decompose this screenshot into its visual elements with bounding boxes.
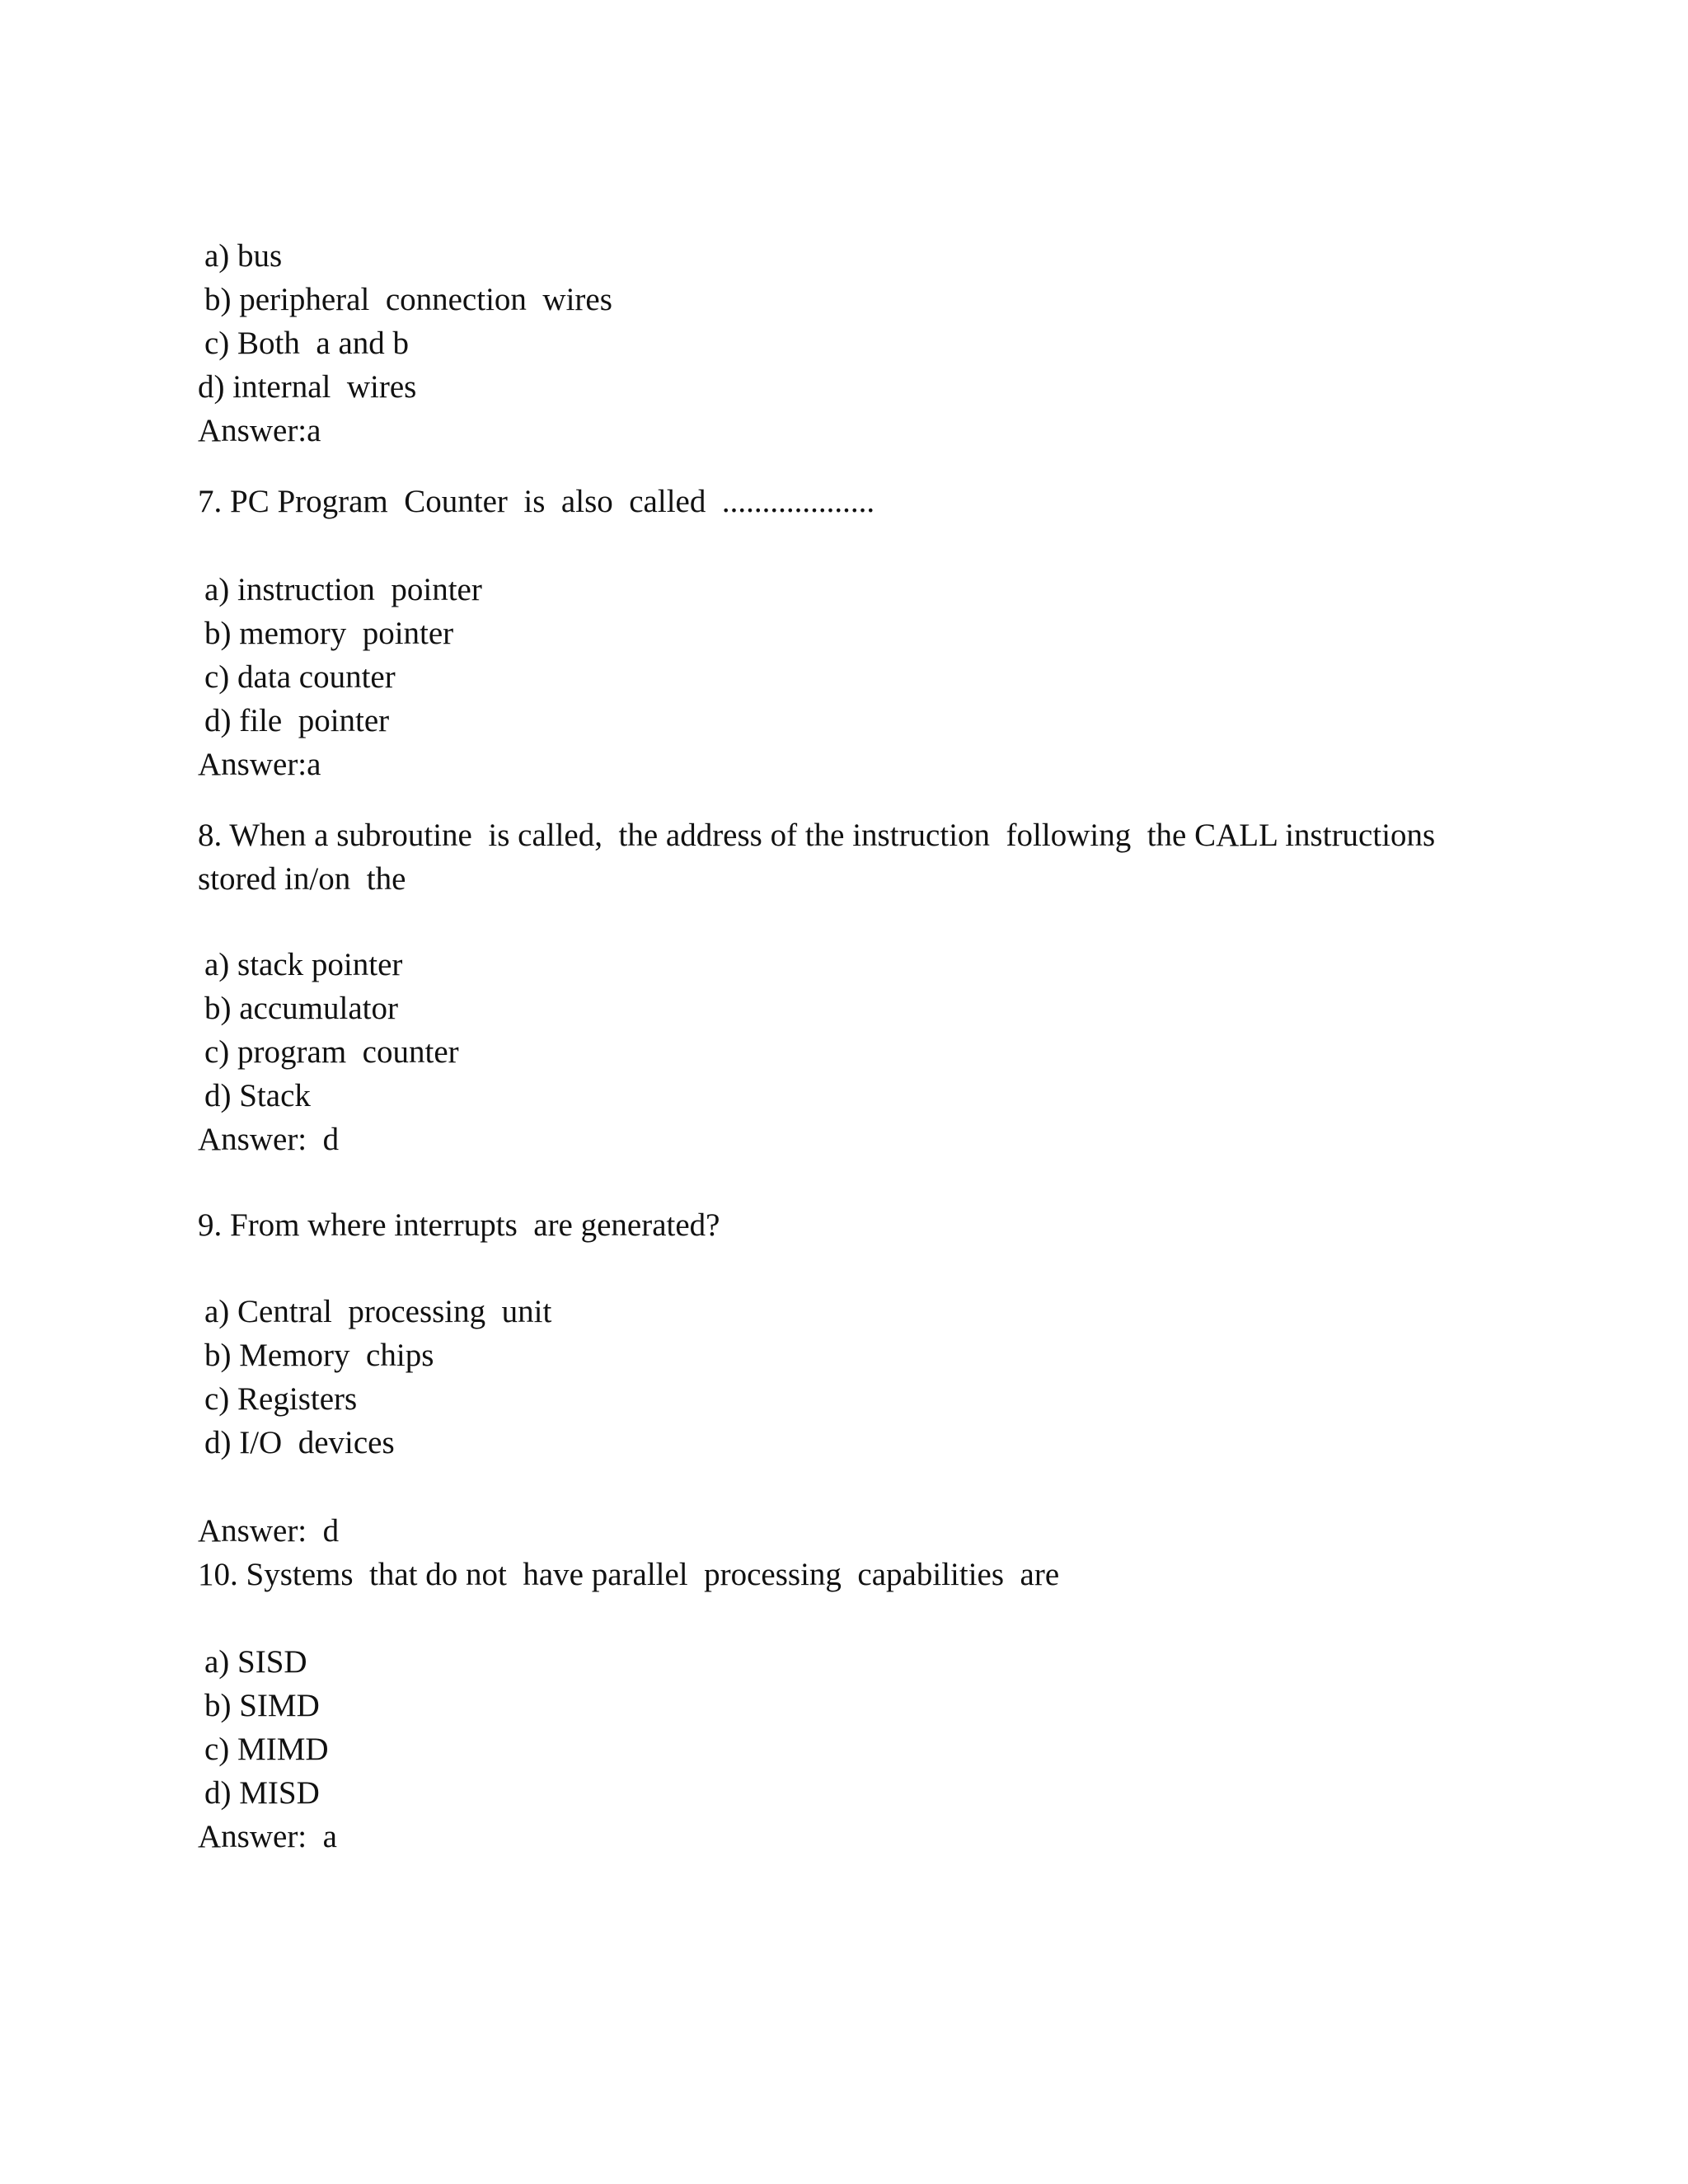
q8-question-line-2: stored in/on the: [198, 861, 406, 897]
q6-option-b: b) peripheral connection wires: [204, 282, 612, 317]
q8-question-line-1: 8. When a subroutine is called, the address of the instruction following the CALL instructions: [198, 818, 1436, 853]
q9-answer: Answer: d: [198, 1513, 340, 1549]
q6-option-d: d) internal wires: [198, 369, 417, 405]
q9-option-b: b) Memory chips: [204, 1338, 434, 1373]
q6-answer: Answer:a: [198, 413, 321, 448]
q7-question: 7. PC Program Counter is also called ...................: [198, 484, 875, 519]
q10-answer: Answer: a: [198, 1819, 337, 1854]
q6-option-c: c) Both a and b: [204, 326, 410, 361]
q10-option-a: a) SISD: [204, 1644, 307, 1680]
q9-option-a: a) Central processing unit: [204, 1294, 552, 1329]
q8-answer: Answer: d: [198, 1122, 340, 1157]
q10-option-b: b) SIMD: [204, 1688, 320, 1723]
q9-option-c: c) Registers: [204, 1381, 358, 1417]
q8-option-b: b) accumulator: [204, 991, 398, 1026]
q6-option-a: a) bus: [204, 238, 283, 274]
q7-option-b: b) memory pointer: [204, 616, 454, 651]
q8-option-d: d) Stack: [204, 1078, 311, 1113]
q7-answer: Answer:a: [198, 747, 321, 782]
q10-option-c: c) MIMD: [204, 1732, 329, 1767]
q7-option-c: c) data counter: [204, 659, 396, 695]
q7-option-a: a) instruction pointer: [204, 572, 482, 607]
q9-option-d: d) I/O devices: [204, 1425, 395, 1460]
q8-option-c: c) program counter: [204, 1034, 459, 1070]
q9-question: 9. From where interrupts are generated?: [198, 1207, 720, 1243]
q7-option-d: d) file pointer: [204, 703, 390, 738]
q10-question: 10. Systems that do not have parallel processing capabilities are: [198, 1557, 1060, 1592]
q8-option-a: a) stack pointer: [204, 947, 403, 982]
q10-option-d: d) MISD: [204, 1775, 320, 1811]
